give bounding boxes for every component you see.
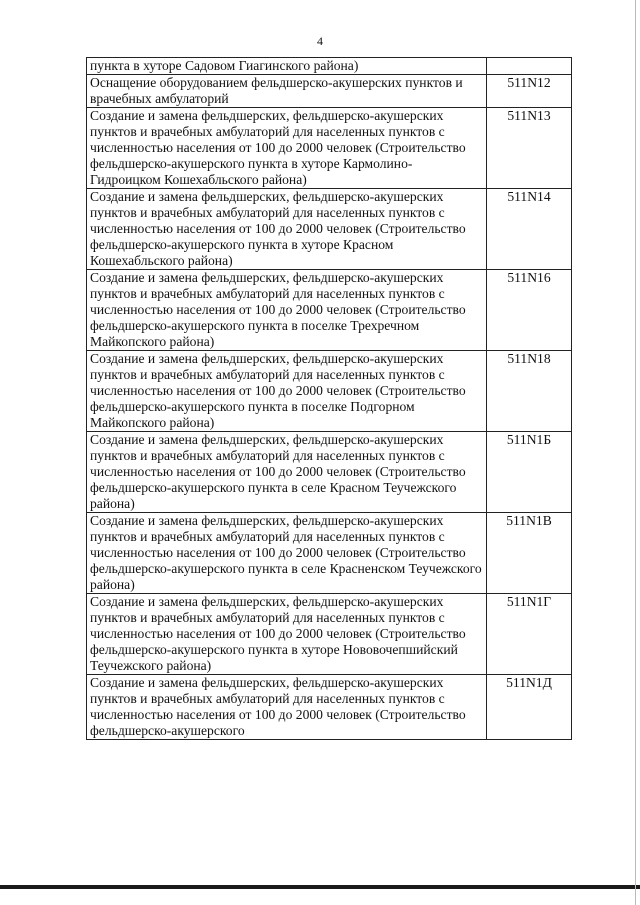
row-description: Создание и замена фельдшерских, фельдшерско-акушерских пунктов и врачебных амбулаторий для населенных пунктов с численностью населения от 100 до 2000 человек (Строительство фельдшерско-акушерского bbox=[87, 675, 487, 740]
row-code: 511N16 bbox=[487, 270, 572, 351]
row-code: 511N1Б bbox=[487, 432, 572, 513]
row-code: 511N1Г bbox=[487, 594, 572, 675]
row-description: Создание и замена фельдшерских, фельдшерско-акушерских пунктов и врачебных амбулаторий для населенных пунктов с численностью населения от 100 до 2000 человек (Строительство фельдшерско-акушерского пункта в поселке Трехречном Майкопского района) bbox=[87, 270, 487, 351]
row-code: 511N14 bbox=[487, 189, 572, 270]
row-code: 511N1В bbox=[487, 513, 572, 594]
table-row bbox=[87, 75, 572, 108]
scan-bottom-edge bbox=[0, 885, 640, 889]
table-row bbox=[87, 675, 572, 740]
table-row bbox=[87, 270, 572, 351]
row-code: 511N13 bbox=[487, 108, 572, 189]
row-description: Создание и замена фельдшерских, фельдшерско-акушерских пунктов и врачебных амбулаторий для населенных пунктов с численностью населения от 100 до 2000 человек (Строительство фельдшерско-акушерского пункта в селе Красном Теучежского района) bbox=[87, 432, 487, 513]
row-description: Создание и замена фельдшерских, фельдшерско-акушерских пунктов и врачебных амбулаторий для населенных пунктов с численностью населения от 100 до 2000 человек (Строительство фельдшерско-акушерского пункта в хуторе Красном Кошехабльского района) bbox=[87, 189, 487, 270]
row-code: 511N18 bbox=[487, 351, 572, 432]
row-description: Создание и замена фельдшерских, фельдшерско-акушерских пунктов и врачебных амбулаторий для населенных пунктов с численностью населения от 100 до 2000 человек (Строительство фельдшерско-акушерского пункта в хуторе Нововочепшийский Теучежского района) bbox=[87, 594, 487, 675]
page-number: 4 bbox=[317, 34, 323, 48]
table-row bbox=[87, 513, 572, 594]
row-description: пункта в хуторе Садовом Гиагинского района) bbox=[87, 58, 487, 75]
row-description: Создание и замена фельдшерских, фельдшерско-акушерских пунктов и врачебных амбулаторий для населенных пунктов с численностью населения от 100 до 2000 человек (Строительство фельдшерско-акушерского пункта в поселке Подгорном Майкопского района) bbox=[87, 351, 487, 432]
table-row bbox=[87, 108, 572, 189]
table-row bbox=[87, 432, 572, 513]
row-description: Создание и замена фельдшерских, фельдшерско-акушерских пунктов и врачебных амбулаторий для населенных пунктов с численностью населения от 100 до 2000 человек (Строительство фельдшерско-акушерского пункта в хуторе Кармолино-Гидроицком Кошехабльского района) bbox=[87, 108, 487, 189]
program-table bbox=[86, 57, 572, 740]
table-row bbox=[87, 351, 572, 432]
table-row bbox=[87, 594, 572, 675]
row-code: 511N12 bbox=[487, 75, 572, 108]
row-code: 511N1Д bbox=[487, 675, 572, 740]
row-code bbox=[487, 58, 572, 75]
row-description: Создание и замена фельдшерских, фельдшерско-акушерских пунктов и врачебных амбулаторий для населенных пунктов с численностью населения от 100 до 2000 человек (Строительство фельдшерско-акушерского пункта в селе Красненском Теучежского района) bbox=[87, 513, 487, 594]
row-description: Оснащение оборудованием фельдшерско-акушерских пунктов и врачебных амбулаторий bbox=[87, 75, 487, 108]
scan-right-edge bbox=[635, 0, 636, 905]
table-row bbox=[87, 58, 572, 75]
table-row bbox=[87, 189, 572, 270]
